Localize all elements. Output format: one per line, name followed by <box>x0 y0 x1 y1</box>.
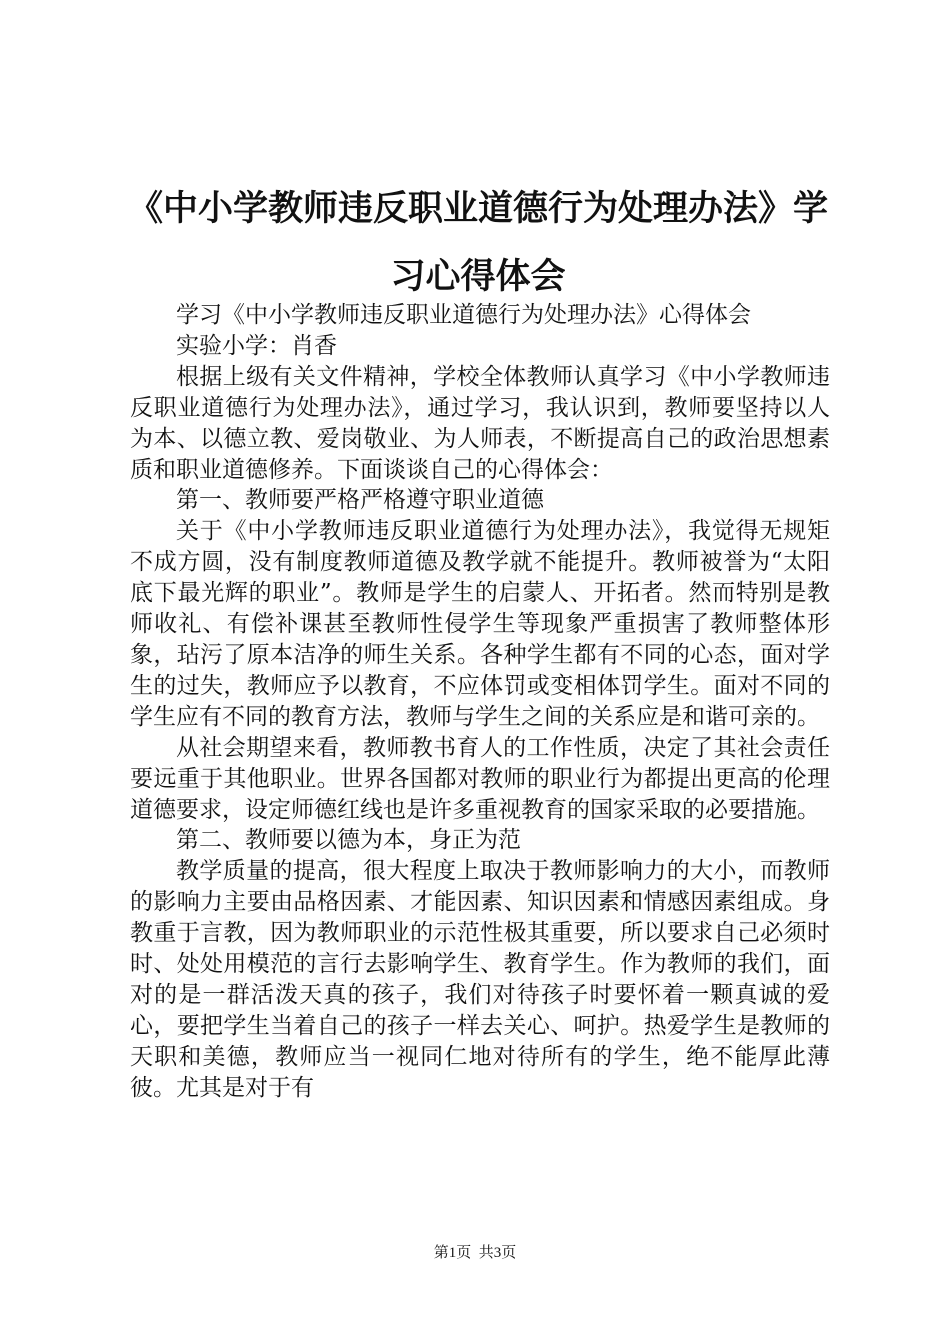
paragraph-body-3: 教学质量的提高，很大程度上取决于教师影响力的大小，而教师的影响力主要由品格因素、才能因素、知识因素和情感因素组成。身教重于言教，因为教师职业的示范性极其重要，所以要求自己必须时时、处处用模范的言行去影响学生、教育学生。作为教师的我们，面对的是一群活泼天真的孩子，我们对待孩子时要怀着一颗真诚的爱心，要把学生当着自己的孩子一样去关心、呵护。热爱学生是教师的天职和美德，教师应当一视同仁地对待所有的学生，绝不能厚此薄彼。尤其是对于有 <box>130 858 830 1101</box>
page-number: 第1页 <box>433 1245 472 1261</box>
page-total: 共3页 <box>478 1245 517 1261</box>
paragraph-body-1: 关于《中小学教师违反职业道德行为处理办法》，我觉得无规矩不成方圆，没有制度教师道德及教学就不能提升。教师被誉为“太阳底下最光辉的职业”。教师是学生的启蒙人、开拓者。然而特别是教师收礼、有偿补课甚至教师性侵学生等现象严重损害了教师整体形象，玷污了原本洁净的师生关系。各种学生都有不同的心态，面对学生的过失，教师应予以教育，不应体罚或变相体罚学生。面对不同的学生应有不同的教育方法，教师与学生之间的关系应是和谐可亲的。 <box>130 518 830 730</box>
paragraph-intro: 根据上级有关文件精神，学校全体教师认真学习《中小学教师违反职业道德行为处理办法》，通过学习，我认识到，教师要坚持以人为本、以德立教、爱岗敬业、为人师表，不断提高自己的政治思想素质和职业道德修养。下面谈谈自己的心得体会： <box>130 363 830 483</box>
document-title: 《中小学教师违反职业道德行为处理办法》学习心得体会 <box>128 188 829 297</box>
paragraph-subtitle: 学习《中小学教师违反职业道德行为处理办法》心得体会 <box>176 302 751 328</box>
page-footer <box>0 1243 950 1263</box>
paragraph-body-2: 从社会期望来看，教师教书育人的工作性质，决定了其社会责任要远重于其他职业。世界各国都对教师的职业行为都提出更高的伦理道德要求，设定师德红线也是许多重视教育的国家采取的必要措施。 <box>130 734 830 823</box>
section-heading-1: 第一、教师要严格严格遵守职业道德 <box>176 487 544 514</box>
document-body <box>130 300 830 1104</box>
section-heading-2: 第二、教师要以德为本，身正为范 <box>176 827 521 854</box>
paragraph-author: 实验小学：肖香 <box>176 332 337 359</box>
